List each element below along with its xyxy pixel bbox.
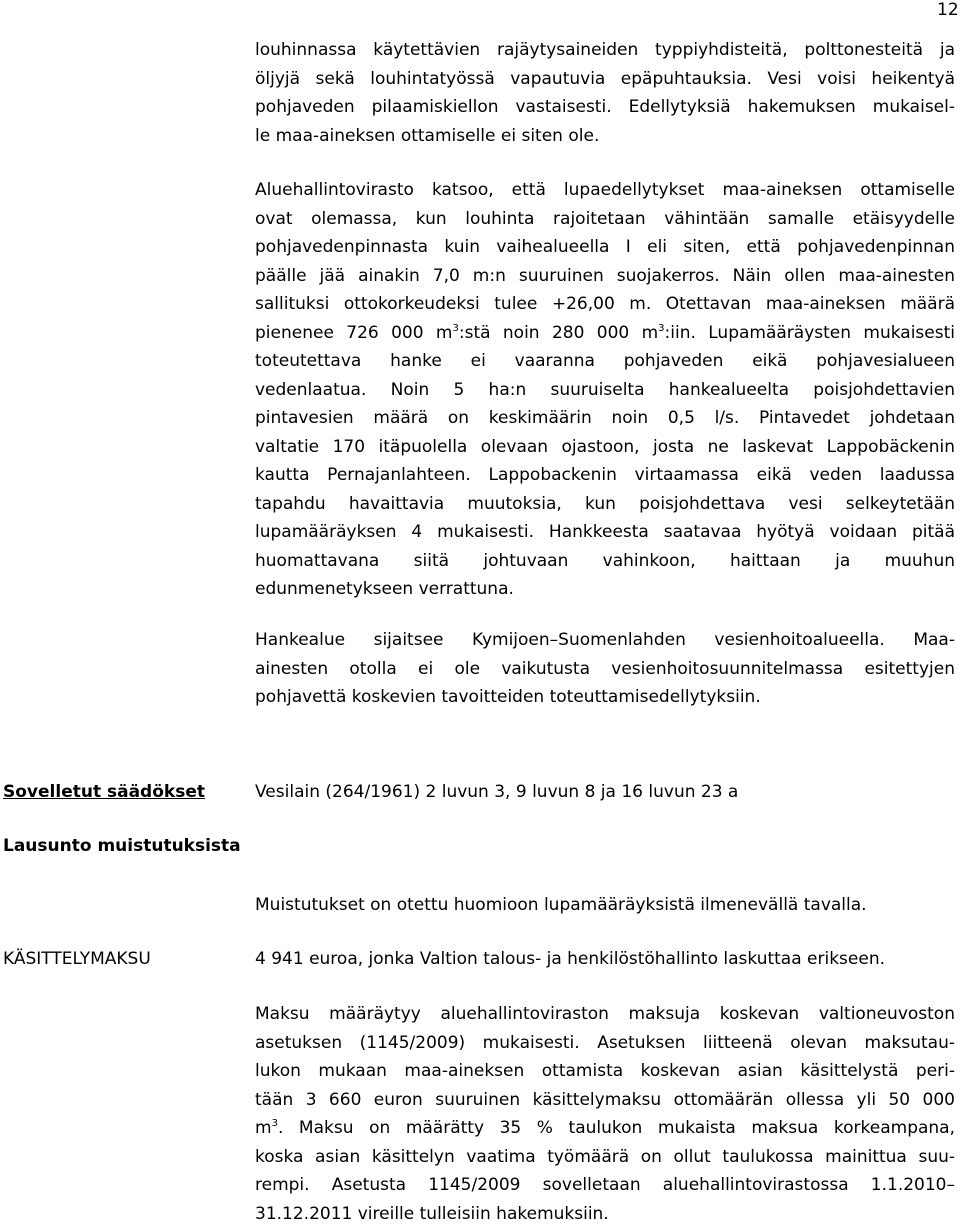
page-number: 12	[937, 0, 959, 20]
text-fragment: m	[255, 1118, 272, 1138]
text-line: 31.12.2011 vireille tulleisiin hakemuksiin.	[255, 1200, 955, 1228]
text-line: pohjavettä koskevien tavoitteiden toteuttamisedellytyksiin.	[255, 683, 955, 712]
text-fragment: . Maksu on määrätty 35 % taulukon mukaista maksua korkeampana,	[278, 1118, 955, 1138]
paragraph-maksu	[255, 1000, 955, 1228]
text-line: pintavesien määrä on keskimäärin noin 0,5 l/s. Pintavedet johdetaan	[255, 404, 955, 433]
lausunto-text: Muistutukset on otettu huomioon lupamääräyksistä ilmenevällä tavalla.	[255, 891, 867, 919]
text-line-with-superscript	[255, 319, 955, 348]
text-line: ovat olemassa, kun louhinta rajoitetaan vähintään samalle etäisyydelle	[255, 205, 955, 234]
text-line: Maksu määräytyy aluehallintoviraston maksuja koskevan valtioneuvoston	[255, 1000, 955, 1029]
text-fragment: :iin. Lupamääräysten mukaisesti	[665, 323, 955, 343]
text-line: asetuksen (1145/2009) mukaisesti. Asetuksen liitteenä olevan maksutau-	[255, 1029, 955, 1058]
text-line: tään 3 660 euron suuruinen käsittelymaksu ottomäärän ollessa yli 50 000	[255, 1086, 955, 1115]
paragraph-louhinta	[255, 36, 955, 150]
text-line: kautta Pernajanlahteen. Lappobackenin virtaamassa eikä veden laadussa	[255, 461, 955, 490]
text-line: le maa-aineksen ottamiselle ei siten ole.	[255, 122, 955, 151]
text-line: tapahdu havaittavia muutoksia, kun poisjohdettava vesi selkeytetään	[255, 490, 955, 519]
heading-kasittelymaksu: KÄSITTELYMAKSU	[3, 945, 151, 973]
fee-amount-text: 4 941 euroa, jonka Valtion talous- ja henkilöstöhallinto laskuttaa erikseen.	[255, 945, 885, 973]
text-line-with-superscript	[255, 1114, 955, 1143]
text-fragment: pienenee 726 000 m	[255, 323, 452, 343]
text-line: sallituksi ottokorkeudeksi tulee +26,00 m. Otettavan maa-aineksen määrä	[255, 290, 955, 319]
text-line: ainesten otolla ei ole vaikutusta vesienhoitosuunnitelmassa esitettyjen	[255, 655, 955, 684]
text-line: edunmenetykseen verrattuna.	[255, 575, 955, 604]
text-line: valtatie 170 itäpuolella olevaan ojastoon, josta ne laskevat Lappobäckenin	[255, 433, 955, 462]
text-line: huomattavana siitä johtuvaan vahinkoon, haittaan ja muuhun	[255, 547, 955, 576]
text-line: Hankealue sijaitsee Kymijoen–Suomenlahden vesienhoitoalueella. Maa-	[255, 626, 955, 655]
text-line: pohjaveden pilaamiskiellon vastaisesti. Edellytyksiä hakemuksen mukaisel-	[255, 93, 955, 122]
text-fragment: Vesilain (264/1961) 2 luvun 3	[255, 782, 505, 802]
text-line: vedenlaatua. Noin 5 ha:n suuruiselta hankealueelta poisjohdettavien	[255, 376, 955, 405]
text-line: päälle jää ainakin 7,0 m:n suuruinen suojakerros. Näin ollen maa-ainesten	[255, 262, 955, 291]
text-line: rempi. Asetusta 1145/2009 sovelletaan aluehallintovirastossa 1.1.2010–	[255, 1171, 955, 1200]
text-line: louhinnassa käytettävien rajäytysaineiden typpiyhdisteitä, polttonesteitä ja	[255, 36, 955, 65]
superscript: 3	[272, 1118, 278, 1129]
text-line: lukon mukaan maa-aineksen ottamista koskevan asian käsittelystä peri-	[255, 1057, 955, 1086]
paragraph-lupaedellytykset	[255, 176, 955, 604]
text-line: toteutettava hanke ei vaaranna pohjaveden eikä pohjavesialueen	[255, 347, 955, 376]
applied-legislation-text	[255, 778, 738, 806]
text-line: öljyjä sekä louhintatyössä vapautuvia epäpuhtauksia. Vesi voisi heikentyä	[255, 65, 955, 94]
text-fragment: :stä noin 280 000 m	[459, 323, 658, 343]
superscript: 3	[452, 323, 458, 334]
paragraph-vesienhoito	[255, 626, 955, 712]
text-fragment: , 9 luvun 8	[505, 782, 595, 802]
text-fragment: ja 16 luvun 23 a	[595, 782, 738, 802]
text-line: pohjavedenpinnasta kuin vaihealueella I eli siten, että pohjavedenpinnan	[255, 233, 955, 262]
heading-lausunto-muistutuksista: Lausunto muistutuksista	[3, 832, 241, 860]
superscript: 3	[658, 323, 664, 334]
text-line: Aluehallintovirasto katsoo, että lupaedellytykset maa-aineksen ottamiselle	[255, 176, 955, 205]
text-line: lupamääräyksen 4 mukaisesti. Hankkeesta saatavaa hyötyä voidaan pitää	[255, 518, 955, 547]
text-line: koska asian käsittelyn vaatima työmäärä on ollut taulukossa mainittua suu-	[255, 1143, 955, 1172]
heading-sovelletut-saadokset: Sovelletut säädökset	[3, 778, 205, 806]
